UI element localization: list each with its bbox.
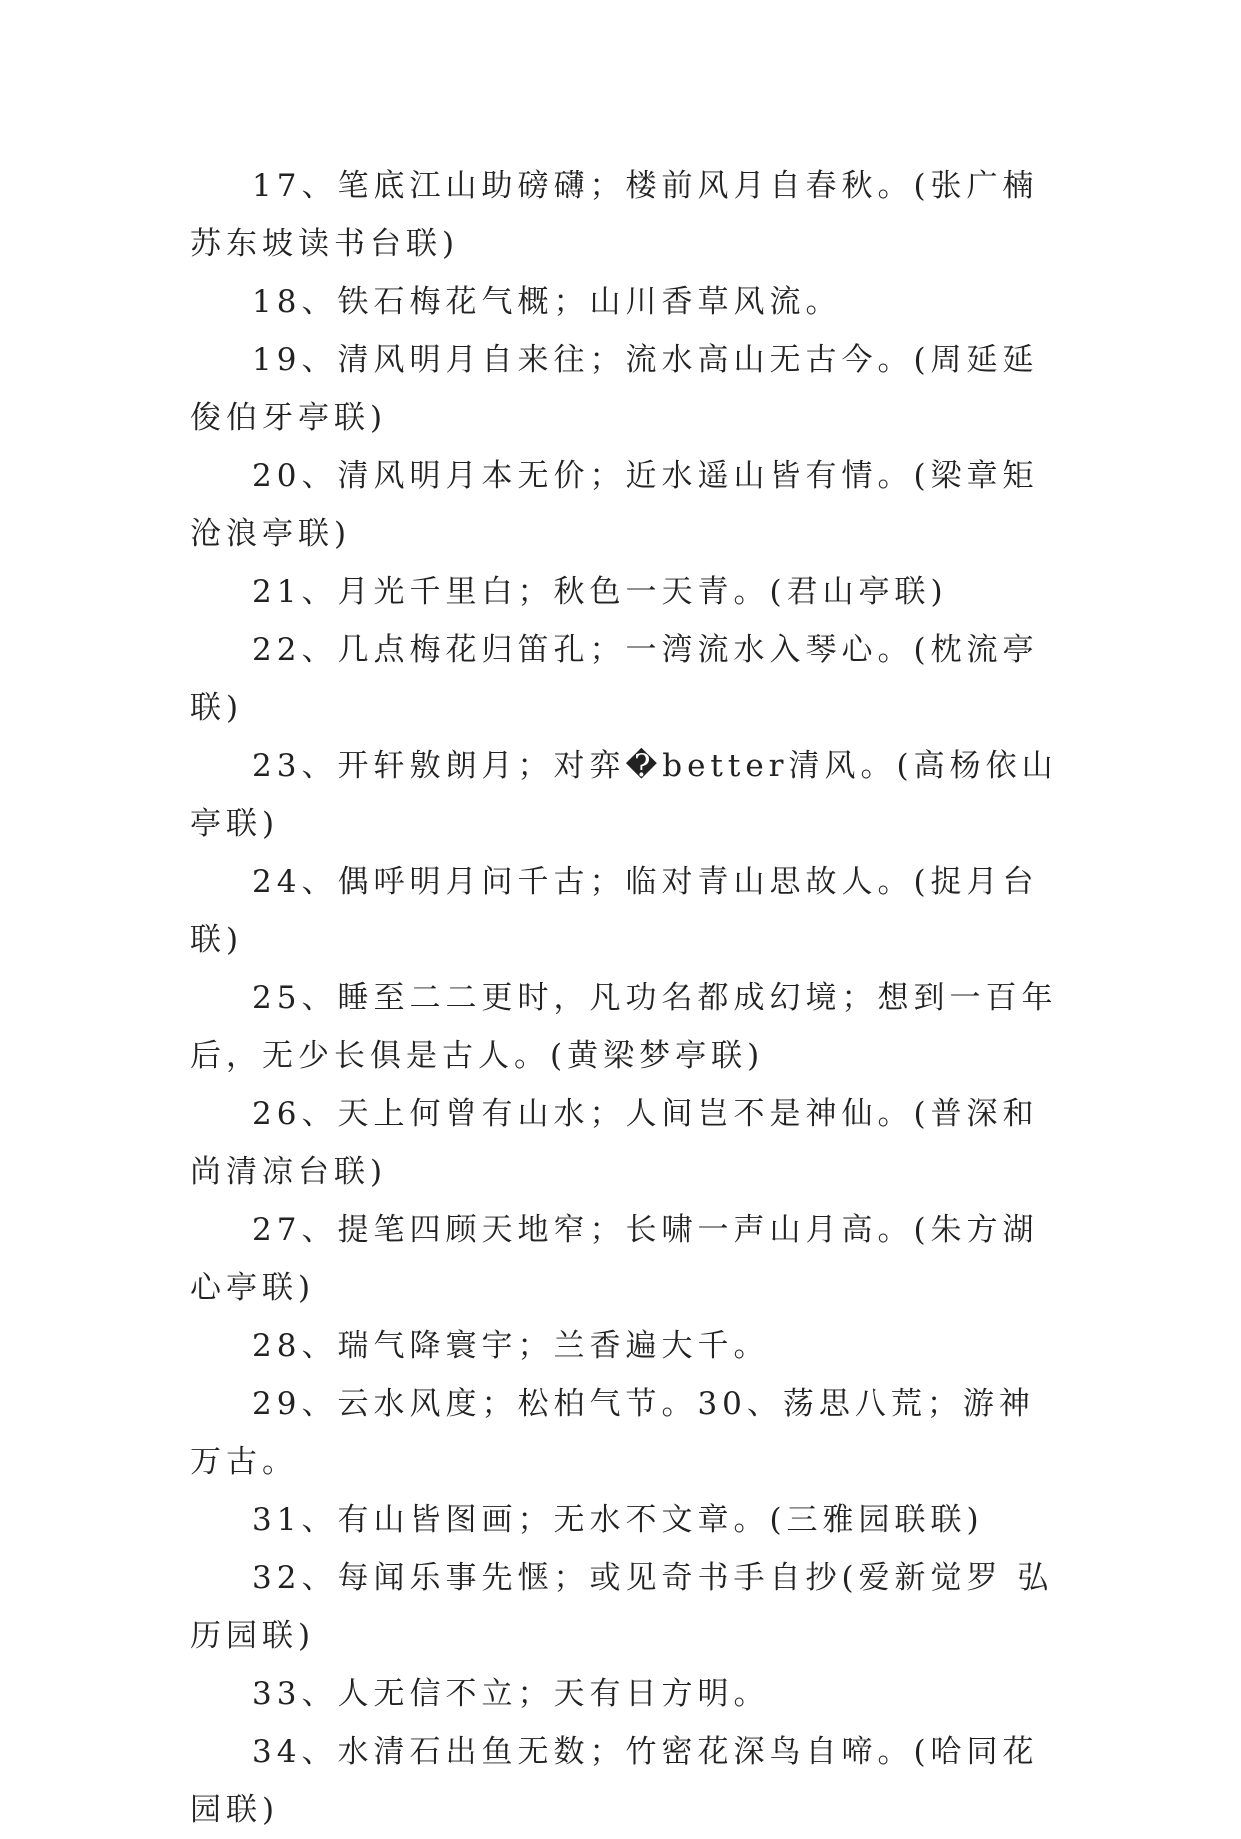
list-item: 22、几点梅花归笛孔；一湾流水入琴心。(枕流亭联) [190,632,1039,726]
list-item: 34、水清石出鱼无数；竹密花深鸟自啼。(哈同花园联) [190,1734,1039,1828]
list-item: 27、提笔四顾天地窄；长啸一声山月高。(朱方湖心亭联) [190,1212,1039,1306]
list-item: 33、人无信不立；天有日方明。 [252,1676,770,1712]
list-item: 29、云水风度；松柏气节。30、荡思八荒；游神万古。 [190,1386,1035,1480]
list-item: 31、有山皆图画；无水不文章。(三雅园联联) [252,1502,984,1538]
list-item: 25、睡至二二更时，凡功名都成幻境；想到一百年后，无少长俱是古人。(黄梁梦亭联) [190,980,1058,1074]
list-item: 32、每闻乐事先惬；或见奇书手自抄(爱新觉罗 弘历园联) [190,1560,1054,1654]
list-item: 21、月光千里白；秋色一天青。(君山亭联) [252,574,948,610]
list-item: 28、瑞气降寰宇；兰香遍大千。 [252,1328,770,1364]
list-item: 23、开轩敫朗月；对弈�better清风。(高杨依山亭联) [190,748,1058,842]
list-item: 17、笔底江山助磅礴；楼前风月自春秋。(张广楠苏东坡读书台联) [190,168,1039,262]
list-item: 19、清风明月自来往；流水高山无古今。(周延延俊伯牙亭联) [190,342,1039,436]
couplet-list [190,157,1070,1839]
list-item: 18、铁石梅花气概；山川香草风流。 [252,284,842,320]
list-item: 26、天上何曾有山水；人间岂不是神仙。(普深和尚清凉台联) [190,1096,1039,1190]
list-item: 20、清风明月本无价；近水遥山皆有情。(梁章矩沧浪亭联) [190,458,1039,552]
list-item: 24、偶呼明月问千古；临对青山思故人。(捉月台联) [190,864,1039,958]
